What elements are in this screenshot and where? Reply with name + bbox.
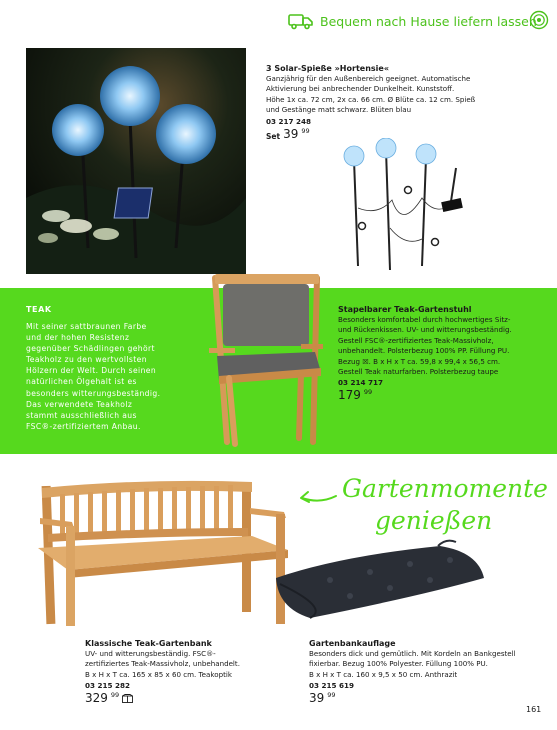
teak-text-line: Das verwendete Teakholz: [26, 399, 133, 409]
solar-stakes-image: [334, 138, 484, 278]
teak-text-line: natürlichen Ölgehalt ist es: [26, 377, 137, 387]
headline-line-1: Gartenmomente: [342, 474, 548, 503]
chair-price-cents: 99: [363, 388, 373, 397]
solar-price-cents: 99: [301, 126, 310, 135]
bench-price: [85, 691, 285, 705]
solar-desc-2: Aktivierung bei anbrechender Dunkelheit. Kunststoff.: [266, 84, 455, 94]
bench-desc-3: B x H x T ca. 165 x 85 x 60 cm. Teakoptik: [85, 669, 232, 679]
chair-price: [338, 388, 553, 402]
bench-price-main: 329: [85, 691, 108, 706]
cushion-price-cents: 99: [327, 691, 336, 700]
cushion-title: Gartenbankauflage: [309, 639, 396, 648]
cushion-desc-3: B x H x T ca. 160 x 9,5 x 50 cm. Anthrazit: [309, 669, 458, 679]
teak-text-line: FSC®-zertifiziertem Anbau.: [26, 421, 141, 431]
chair-desc-5: Bezug ☒. B x H x T ca. 59,8 x 99,4 x 56,5 cm.: [338, 356, 501, 366]
cushion-price: [309, 691, 549, 705]
solar-code: 03 217 248: [266, 116, 312, 126]
cushion-product-info: [309, 638, 549, 705]
teak-bench-image: [38, 478, 294, 628]
cushion-desc-1: Besonders dick und gemütlich. Mit Kordeln an Bankgestell: [309, 649, 516, 658]
teak-text-line: stammt ausschließlich aus: [26, 410, 137, 420]
solar-product-info: [266, 63, 536, 144]
solar-desc-1: Ganzjährig für den Außenbereich geeignet. Automatische: [266, 74, 471, 83]
teak-text-line: besonders witterungsbeständig.: [26, 388, 161, 398]
solar-set-label: Set: [266, 131, 281, 141]
chair-desc-3: Gestell FSC®-zertifiziertes Teak-Massivholz,: [338, 335, 494, 345]
curved-arrow-icon: [298, 488, 338, 508]
cushion-code: 03 215 619: [309, 681, 355, 691]
teak-text-line: Mit seiner sattbraunen Farbe: [26, 322, 147, 331]
chair-desc-2: und Rückenkissen. UV- und witterungsbeständig.: [338, 325, 512, 335]
chair-product-info: [338, 304, 553, 402]
teak-chair-image: [205, 272, 330, 448]
headline-line-2: genießen: [375, 506, 493, 535]
delivery-truck-icon: [288, 12, 314, 30]
page-number: 161: [526, 705, 542, 714]
cushion-desc-2: fixierbar. Bezug 100% Polyester. Füllung 100% PU.: [309, 659, 488, 669]
teak-text-line: gegenüber Schädlingen gehört: [26, 344, 155, 354]
teak-text-line: Hölzern der Welt. Durch seinen: [26, 366, 157, 376]
solar-lights-photo: [26, 48, 246, 274]
bench-desc-2: zertifiziertes Teak-Massivholz, unbehandelt.: [85, 659, 240, 669]
bench-code: 03 215 282: [85, 681, 131, 691]
chair-desc-4: unbehandelt. Polsterbezug 100% PP. Füllung PU.: [338, 346, 510, 356]
bench-cushion-image: [270, 538, 486, 624]
brand-logo-icon: [529, 10, 549, 30]
bench-product-info: [85, 638, 285, 705]
bench-title: Klassische Teak-Gartenbank: [85, 639, 212, 648]
bench-desc-1: UV- und witterungsbeständig. FSC®-: [85, 649, 216, 658]
parcel-icon: [122, 694, 133, 703]
solar-price-main: 39: [283, 126, 299, 141]
chair-desc-1: Besonders komfortabel durch hochwertiges Sitz-: [338, 315, 511, 324]
delivery-text: Bequem nach Hause liefern lassen: [320, 13, 537, 29]
chair-title: Stapelbarer Teak-Gartenstuhl: [338, 305, 472, 314]
chair-price-main: 179: [338, 388, 361, 403]
teak-text-line: Teakholz zu den wertvollsten: [26, 355, 147, 365]
teak-text-line: und der hohen Resistenz: [26, 333, 130, 343]
solar-title: 3 Solar-Spieße »Hortensie«: [266, 64, 389, 73]
teak-title: TEAK: [26, 305, 52, 314]
delivery-banner: [288, 11, 537, 31]
cushion-price-main: 39: [309, 691, 325, 706]
solar-desc-3: Höhe 1x ca. 72 cm, 2x ca. 66 cm. Ø Blüte ca. 12 cm. Spieß: [266, 94, 476, 104]
solar-desc-4: und Gestänge matt schwarz. Blüten blau: [266, 105, 412, 115]
teak-text: [26, 321, 204, 432]
chair-code: 03 214 717: [338, 378, 384, 388]
bench-price-cents: 99: [110, 691, 120, 700]
chair-desc-6: Gestell Teak naturfarben. Polsterbezug taupe: [338, 367, 499, 377]
